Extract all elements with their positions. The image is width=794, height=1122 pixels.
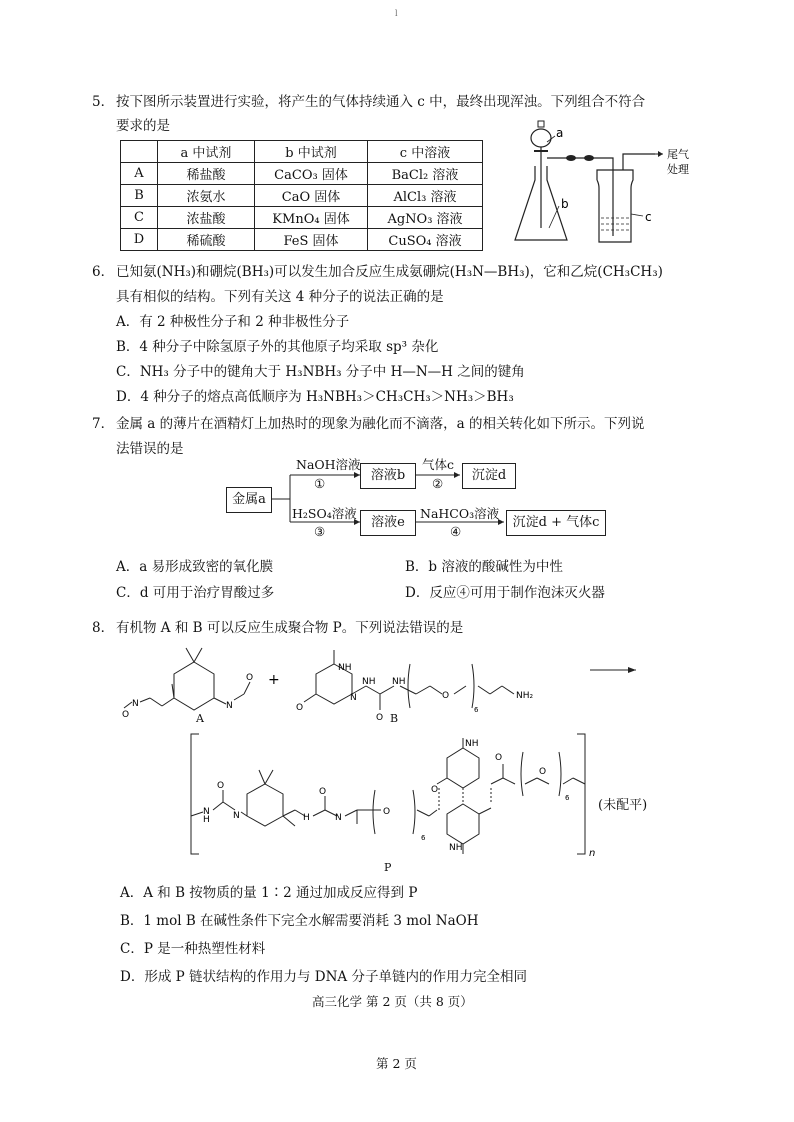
q8-stem [92, 618, 463, 638]
table-row [121, 163, 483, 185]
table-cell: CaCO₃ 固体 [255, 163, 368, 185]
table-header-cell: a 中试剂 [158, 141, 255, 163]
label-leader [631, 214, 643, 216]
label-b: b [561, 197, 569, 211]
atom-label: NH [465, 739, 479, 749]
wash-bottle [597, 170, 633, 242]
label-p-polymer: P [384, 861, 392, 874]
table-cell: CaO 固体 [255, 185, 368, 207]
q8-option-c: C．P 是一种热塑性材料 [120, 941, 266, 957]
atom-label: O [431, 785, 439, 795]
flow-step-1: ① [314, 476, 326, 491]
q6-option-d: D．4 种分子的熔点高低顺序为 H₃NBH₃＞CH₃CH₃＞NH₃＞BH₃ [116, 389, 514, 405]
atom-label: NH [449, 843, 463, 853]
atom-label: O [217, 781, 225, 791]
subscript-6: 6 [474, 706, 479, 714]
q6-number: 6． [92, 264, 115, 280]
table-cell: FeS 固体 [255, 229, 368, 251]
q5-stem-line2: 要求的是 [116, 118, 170, 134]
flow-reagent-h2so4: H₂SO₄溶液 [292, 506, 357, 521]
q7-option-b: B．b 溶液的酸碱性为中性 [405, 559, 563, 575]
tube-joint [566, 155, 576, 161]
q6-stem-text: 已知氨(NH₃)和硼烷(BH₃)可以发生加合反应生成氨硼烷(H₃N—BH₃)，它和乙烷(CH₃CH₃) [116, 264, 663, 280]
q8-stem-text: 有机物 A 和 B 可以反应生成聚合物 P。下列说法错误的是 [116, 620, 464, 636]
flow-box-solution-e: 溶液e [360, 510, 416, 536]
q7-number: 7． [92, 416, 115, 432]
delivery-tube [547, 158, 613, 170]
flow-step-4: ④ [450, 524, 462, 539]
footer-page-info: 高三化学 第 2 页（共 8 页） [312, 994, 473, 1009]
table-row [121, 207, 483, 229]
table-header-cell: c 中溶液 [368, 141, 483, 163]
q8-number: 8． [92, 620, 115, 636]
subscript-n: n [589, 848, 596, 858]
atom-label: O [376, 713, 384, 723]
table-cell: BaCl₂ 溶液 [368, 163, 483, 185]
label-a: a [556, 126, 564, 140]
table-cell: A [121, 163, 158, 185]
q7-stem-line1 [92, 414, 644, 434]
table-cell: CuSO₄ 溶液 [368, 229, 483, 251]
outlet-tube [623, 154, 655, 170]
q7-option-a: A．a 易形成致密的氧化膜 [116, 559, 274, 575]
plus-sign: + [268, 672, 280, 688]
table-cell: AgNO₃ 溶液 [368, 207, 483, 229]
header-mark: l [395, 9, 398, 18]
atom-label: N [226, 701, 233, 711]
q5-stem-line1 [92, 92, 645, 112]
q8-option-d: D．形成 P 链状结构的作用力与 DNA 分子单链内的作用力完全相同 [120, 969, 527, 985]
tube-joint [584, 155, 594, 161]
table-cell: 浓氨水 [158, 185, 255, 207]
q8-option-a: A．A 和 B 按物质的量 1∶2 通过加成反应得到 P [120, 885, 418, 901]
tail-arrow-head [658, 151, 663, 157]
q6-stem-line1 [92, 262, 663, 282]
table-cell: 稀盐酸 [158, 163, 255, 185]
flow-step-2: ② [432, 476, 444, 491]
subscript-6: 6 [421, 834, 426, 842]
table-row [121, 229, 483, 251]
atom-label: NH [362, 677, 376, 687]
q6-option-c: C．NH₃ 分子中的键角大于 H₃NBH₃ 分子中 H—N—H 之间的键角 [116, 364, 525, 380]
table-header-row [121, 141, 483, 163]
tail-gas-label-line1: 尾气 [667, 148, 689, 161]
q7-option-c: C．d 可用于治疗胃酸过多 [116, 585, 275, 601]
flow-box-precipitate-d: 沉淀d [462, 463, 516, 489]
label-c: c [645, 210, 652, 224]
atom-label: N [203, 807, 210, 817]
atom-label: NH₂ [516, 691, 534, 701]
atom-label: N [132, 699, 139, 709]
q6-option-a: A．有 2 种极性分子和 2 种非极性分子 [116, 314, 350, 330]
q5-reagent-table [120, 140, 483, 251]
table-row [121, 185, 483, 207]
footer-page-number: 第 2 页 [376, 1056, 417, 1071]
q6-stem-line2: 具有相似的结构。下列有关这 4 种分子的说法正确的是 [116, 289, 444, 305]
flow-box-metal-a: 金属a [226, 487, 272, 513]
q7-stem-line2: 法错误的是 [116, 441, 184, 457]
atom-label: O [246, 673, 254, 683]
table-cell: 稀硫酸 [158, 229, 255, 251]
table-cell: B [121, 185, 158, 207]
atom-label: O [319, 787, 327, 797]
table-header-cell: b 中试剂 [255, 141, 368, 163]
label-b-molecule: B [390, 712, 399, 725]
atom-label: O [383, 807, 391, 817]
q7-stem-text: 金属 a 的薄片在酒精灯上加热时的现象为融化而不滴落，a 的相关转化如下所示。下列说 [116, 416, 645, 432]
tail-gas-label-line2: 处理 [667, 163, 689, 176]
flow-reagent-gas-c: 气体c [422, 457, 455, 472]
atom-label: H [303, 813, 310, 823]
reaction-arrow-head [628, 667, 636, 673]
q8-option-b: B．1 mol B 在碱性条件下完全水解需要消耗 3 mol NaOH [120, 913, 479, 929]
q5-number: 5． [92, 94, 115, 110]
table-cell: KMnO₄ 固体 [255, 207, 368, 229]
atom-label: O [495, 753, 503, 763]
table-header-cell [121, 141, 158, 163]
table-cell: AlCl₃ 溶液 [368, 185, 483, 207]
atom-label: H [203, 815, 210, 825]
flow-reagent-nahco3: NaHCO₃溶液 [420, 506, 500, 521]
subscript-6: 6 [565, 794, 570, 802]
q6-option-b: B．4 种分子中除氢原子外的其他原子均采取 sp³ 杂化 [116, 339, 439, 355]
atom-label: O [539, 767, 547, 777]
atom-label: O [296, 703, 304, 713]
flow-box-precipitate-gas: 沉淀d + 气体c [506, 510, 606, 536]
q8-polymer-p-structure [185, 730, 605, 858]
molecule-b-structure [304, 650, 514, 710]
atom-label: N [335, 813, 342, 823]
atom-label: N [233, 811, 240, 821]
table-cell: 浓盐酸 [158, 207, 255, 229]
table-cell: D [121, 229, 158, 251]
atom-label: NH [392, 677, 406, 687]
unbalanced-note: (未配平) [598, 798, 648, 813]
funnel-bulb [531, 129, 551, 147]
atom-label: O [442, 691, 450, 701]
atom-label: NH [338, 663, 352, 673]
q7-option-d: D．反应④可用于制作泡沫灭火器 [405, 585, 605, 601]
funnel-stopper [538, 121, 544, 127]
q5-stem-text: 按下图所示装置进行实验，将产生的气体持续通入 c 中，最终出现浑浊。下列组合不符合 [116, 94, 646, 110]
flow-reagent-naoh: NaOH溶液 [296, 457, 361, 472]
flow-step-3: ③ [314, 524, 326, 539]
table-cell: C [121, 207, 158, 229]
atom-label: N [350, 693, 357, 703]
label-a-molecule: A [196, 712, 204, 725]
atom-label: O [122, 710, 130, 720]
q5-apparatus-diagram [505, 118, 715, 258]
label-leader [549, 206, 559, 228]
flow-box-solution-b: 溶液b [360, 463, 416, 489]
